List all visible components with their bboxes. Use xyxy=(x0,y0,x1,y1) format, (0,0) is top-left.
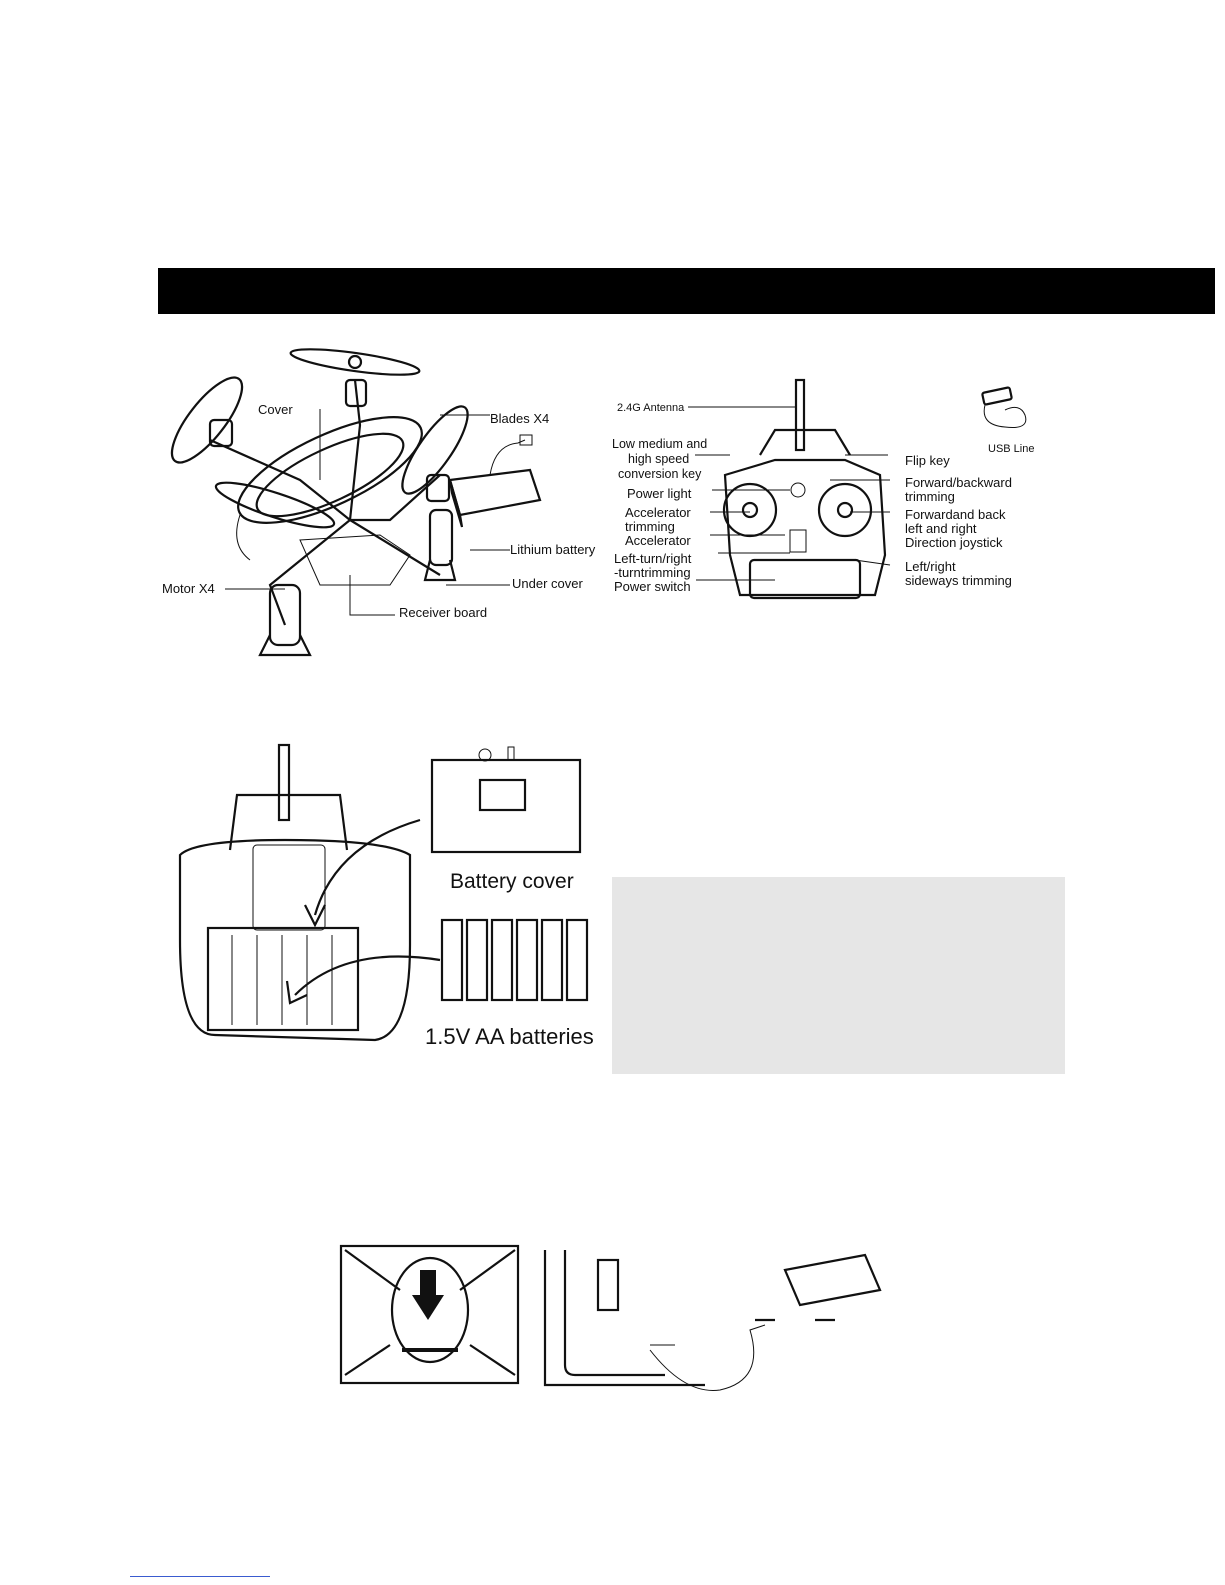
charger-illustration xyxy=(535,1245,895,1405)
section-header-bar xyxy=(158,268,1215,314)
usb-line-illustration xyxy=(975,385,1045,445)
aa-batteries-illustration xyxy=(440,915,600,1010)
label-flip-key: Flip key xyxy=(905,453,950,468)
label-dir-2: left and right xyxy=(905,521,977,536)
label-dir-1: Forwardand back xyxy=(905,507,1006,522)
label-fb-trim-1: Forward/backward xyxy=(905,475,1012,490)
label-accelerator: Accelerator xyxy=(625,533,691,548)
label-motor: Motor X4 xyxy=(162,581,215,596)
label-receiver-board: Receiver board xyxy=(399,605,488,620)
drone-underside-photo xyxy=(340,1245,520,1385)
label-power-switch: Power switch xyxy=(614,579,691,594)
label-battery-cover: Battery cover xyxy=(450,870,574,893)
label-speed-key-1: Low medium and xyxy=(612,437,708,451)
label-power-light: Power light xyxy=(627,486,692,501)
label-speed-key-3: conversion key xyxy=(618,467,702,481)
info-box xyxy=(612,877,1065,1074)
label-aa-batteries: 1.5V AA batteries xyxy=(425,1024,594,1049)
label-side-trim-1: Left/right xyxy=(905,559,956,574)
label-accel-trim-2: trimming xyxy=(625,519,675,534)
label-speed-key-2: high speed xyxy=(628,452,690,466)
label-turn-trim-2: -turntrimming xyxy=(614,565,691,580)
label-under-cover: Under cover xyxy=(512,576,583,591)
battery-cover-illustration xyxy=(430,745,590,865)
label-accel-trim-1: Accelerator xyxy=(625,505,691,520)
label-blades: Blades X4 xyxy=(490,411,550,426)
label-turn-trim-1: Left-turn/right xyxy=(614,551,692,566)
label-lithium-battery: Lithium battery xyxy=(510,542,596,557)
label-side-trim-2: sideways trimming xyxy=(905,573,1012,588)
label-fb-trim-2: trimming xyxy=(905,489,955,504)
label-antenna: 2.4G Antenna xyxy=(617,402,685,414)
footer-link-rule xyxy=(130,1576,270,1577)
label-usb-line: USB Line xyxy=(988,443,1035,455)
label-cover: Cover xyxy=(258,402,293,417)
label-dir-3: Direction joystick xyxy=(905,535,1003,550)
